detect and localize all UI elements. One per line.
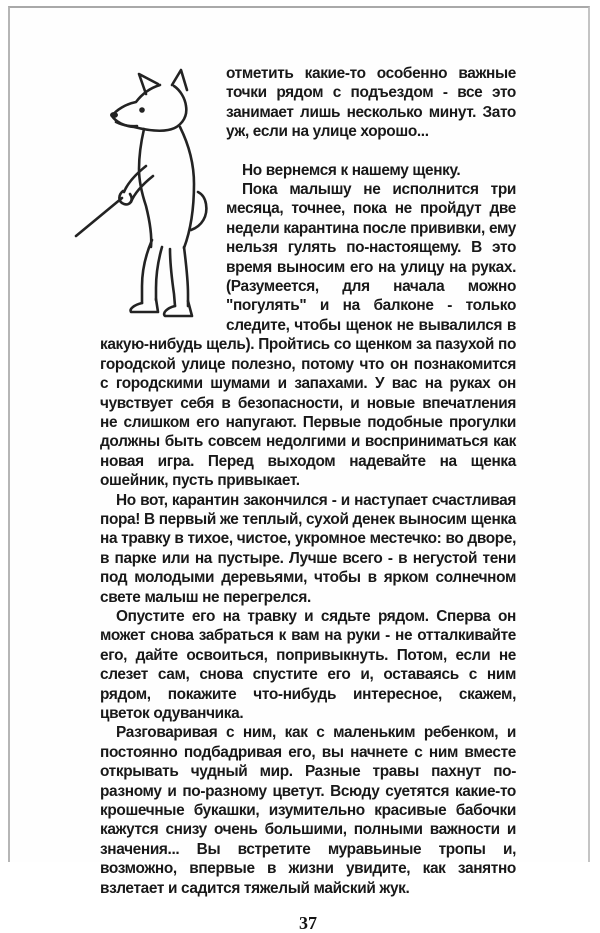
scanned-page-frame	[8, 6, 590, 933]
page-number: 37	[299, 913, 317, 933]
body-paragraph: Но вот, карантин закончился - и наступает счастливая пора! В первый же теплый, сухой денек выносим щенка на травку в тихое, чистое, укромное местечко: во дворе, в парке или на пустыре. Лучше всего - в негустой тени под молодыми деревьями, чтобы в ярком солнечном свете малыш не перегрелся.	[100, 491, 516, 606]
body-paragraph: Опустите его на травку и сядьте рядом. Сперва он может снова забраться к вам на руки - не отталкивайте его, дайте освоиться, попривыкнуть. Потом, если не слезет сам, снова спустите его и, оставаясь с ним рядом, покажите что-нибудь интересное, скажем, цветок одуванчика.	[100, 607, 516, 722]
body-paragraph: Но вернемся к нашему щенку.	[242, 161, 461, 179]
body-paragraph: Пока малышу не исполнится три месяца, точнее, пока не пройдут две недели карантина после прививки, ему нельзя гулять по-настоящему. В это время выносим его на улицу на руках. (Разумеется, для начала можно "погулять" и на балконе - только следите, чтобы щенок не вывалился в какую-нибудь щель). Пройтись со щенком за пазухой по городской улице полезно, потому что он познакомится с городскими шумами и запахами. У вас на руках он чувствует себя в безопасности, и новые впечатления не слишком его напугают. Первые подобные прогулки должны быть совсем недолгими и восприниматься как новая игра. Перед выходом надевайте на щенка ошейник, пусть привыкает.	[100, 181, 516, 490]
body-paragraph-continued: отметить какие-то особенно важные точки рядом с подъездом - все это занимает лишь несколько минут. Зато уж, если на улице хорошо...	[226, 65, 516, 141]
dog-on-leash-drawing	[96, 66, 218, 326]
body-paragraph: Разговаривая с ним, как с маленьким ребенком, и постоянно подбадривая его, вы начнете с ним вместе открывать чудный мир. Разные травы пахнут по-разному и по-разному цветут. Всюду суетятся какие-то крошечные букашки, изумительно красивые бабочки кажутся снизу очень большими, полными важности и значения... Вы встретите муравьиные тропы и, возможно, впервые в жизни увидите, как занятно взлетает и садится тяжелый майский жук.	[100, 724, 516, 897]
page-body	[100, 64, 516, 933]
puppy-illustration	[96, 66, 218, 326]
